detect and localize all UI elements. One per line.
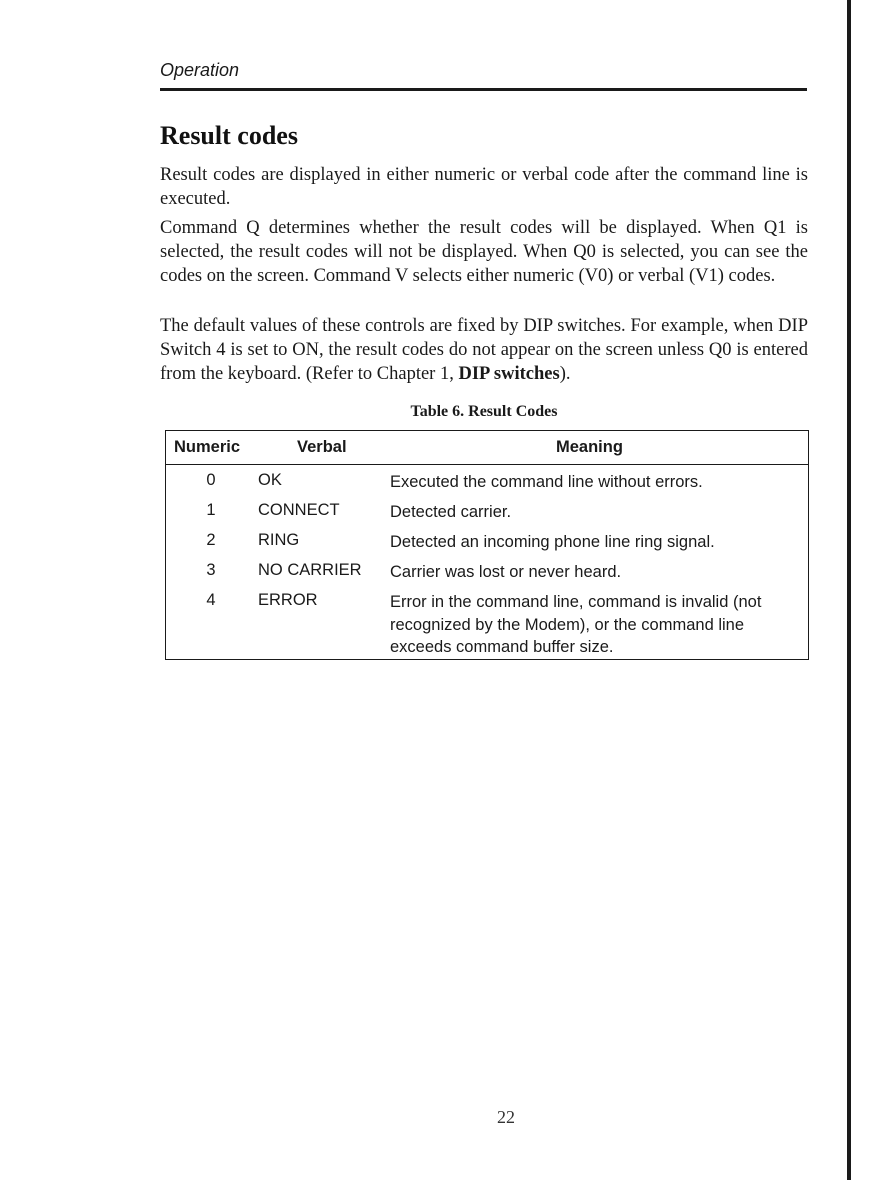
cell-numeric: 3 bbox=[206, 561, 216, 579]
header-numeric: Numeric bbox=[174, 438, 241, 456]
cell-verbal: RING bbox=[258, 531, 300, 549]
cell-numeric: 2 bbox=[206, 531, 216, 549]
result-codes-table bbox=[165, 430, 809, 660]
table-header-row bbox=[166, 431, 808, 465]
cell-meaning: Error in the command line, command is invalid (not recognized by the Modem), or the command line exceeds command buffer size. bbox=[390, 593, 762, 656]
cell-verbal: CONNECT bbox=[258, 501, 340, 519]
paragraph-1: Result codes are displayed in either numeric or verbal code after the command line is executed. bbox=[160, 165, 808, 209]
cell-meaning: Detected carrier. bbox=[390, 503, 512, 521]
cell-verbal: OK bbox=[258, 471, 282, 489]
cell-meaning: Carrier was lost or never heard. bbox=[390, 563, 622, 581]
cell-verbal: NO CARRIER bbox=[258, 561, 362, 579]
paragraph-3-end: ). bbox=[559, 364, 571, 384]
paragraph-3-text: The default values of these controls are fixed by DIP switches. For example, when DIP Switch 4 is set to ON, the result codes do not appear on the screen unless Q0 is entered from the keyboard. (Refer to Chapter 1, bbox=[160, 316, 808, 384]
paragraph-2: Command Q determines whether the result codes will be displayed. When Q1 is selected, the result codes will not be displayed. When Q0 is selected, you can see the codes on the screen. Command V selects either numeric (V0) or verbal (V1) codes. bbox=[160, 218, 808, 286]
section-title: Result codes bbox=[160, 121, 298, 150]
binding-edge-rule bbox=[847, 0, 851, 1180]
dip-switches-reference: DIP switches bbox=[458, 364, 560, 384]
cell-verbal: ERROR bbox=[258, 591, 318, 609]
header-verbal: Verbal bbox=[297, 438, 347, 456]
cell-meaning: Detected an incoming phone line ring signal. bbox=[390, 533, 715, 551]
paragraph-3 bbox=[160, 314, 808, 386]
cell-numeric: 4 bbox=[206, 591, 216, 609]
cell-numeric: 0 bbox=[206, 471, 216, 489]
running-head: Operation bbox=[160, 60, 240, 80]
header-divider bbox=[160, 88, 807, 91]
cell-numeric: 1 bbox=[206, 501, 216, 519]
table-caption: Table 6. Result Codes bbox=[410, 403, 558, 420]
cell-meaning: Executed the command line without errors. bbox=[390, 473, 703, 491]
header-meaning: Meaning bbox=[556, 438, 623, 456]
page-number: 22 bbox=[497, 1107, 515, 1127]
